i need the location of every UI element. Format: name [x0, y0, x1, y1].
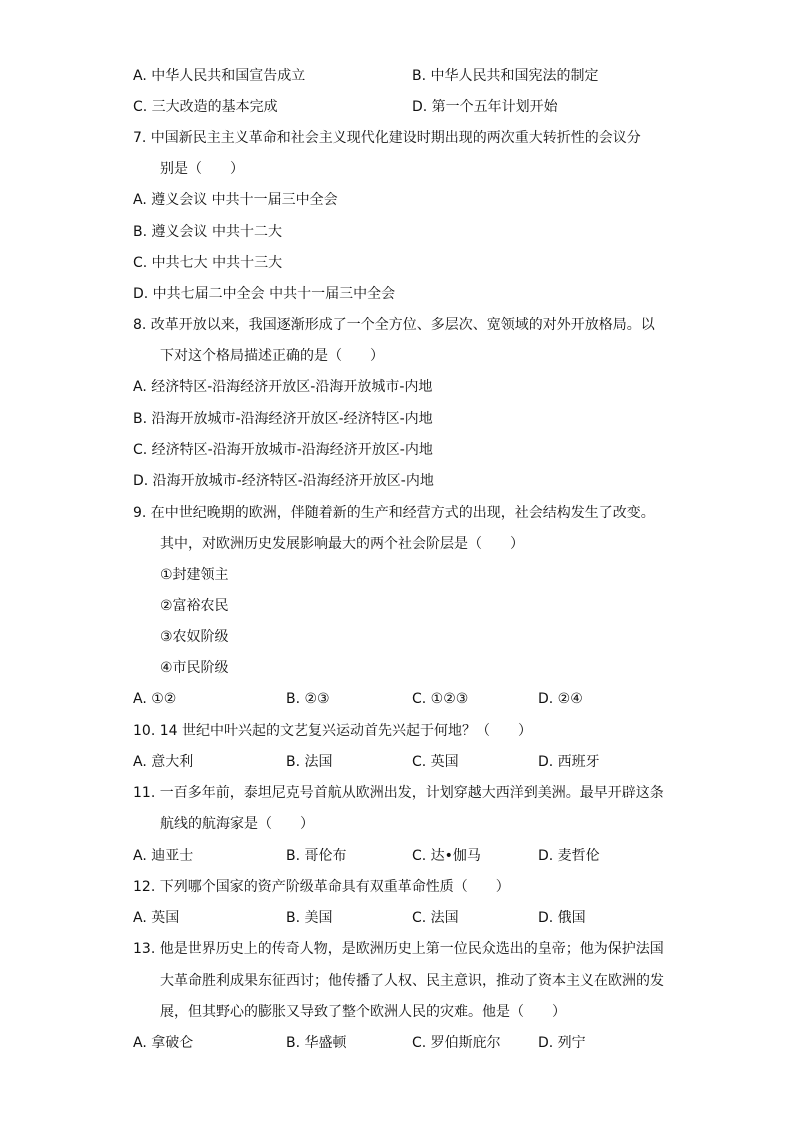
q7-stem-line1: 7. 中国新民主主义革命和社会主义现代化建设时期出现的两次重大转折性的会议分 — [133, 130, 641, 146]
q8-stem-line2: 下对这个格局描述正确的是（ ） — [160, 348, 384, 364]
q10-stem-line1: 10. 14 世纪中叶兴起的文艺复兴运动首先兴起于何地？（ ） — [133, 723, 532, 739]
q13-stem-line2: 大革命胜利成果东征西讨；他传播了人权、民主意识，推动了资本主义在欧洲的发 — [160, 973, 664, 989]
q8-option-a: A. 经济特区-沿海经济开放区-沿海开放城市-内地 — [133, 379, 433, 395]
q11-option-a: A. 迪亚士 — [133, 848, 194, 864]
q13-stem-line1: 13. 他是世界历史上的传奇人物，是欧洲历史上第一位民众选出的皇帝；他为保护法国 — [133, 941, 664, 957]
q11-option-d: D. 麦哲伦 — [538, 848, 600, 864]
q9-option-c: C. ①②③ — [412, 691, 469, 707]
q12-option-d: D. 俄国 — [538, 910, 586, 926]
q6-option-b: B. 中华人民共和国宪法的制定 — [412, 68, 599, 84]
q10-option-d: D. 西班牙 — [538, 754, 600, 770]
q7-option-a: A. 遵义会议 中共十一届三中全会 — [133, 192, 338, 208]
q11-stem-line2: 航线的航海家是（ ） — [160, 816, 314, 832]
q9-item-3: ③农奴阶级 — [160, 629, 229, 645]
q13-option-a: A. 拿破仑 — [133, 1035, 194, 1051]
q13-stem-line3: 展，但其野心的膨胀又导致了整个欧洲人民的灾难。他是（ ） — [160, 1004, 566, 1020]
q10-option-c: C. 英国 — [412, 754, 459, 770]
q12-option-b: B. 美国 — [286, 910, 333, 926]
q13-option-d: D. 列宁 — [538, 1035, 586, 1051]
q9-item-2: ②富裕农民 — [160, 598, 229, 614]
q8-option-d: D. 沿海开放城市-经济特区-沿海经济开放区-内地 — [133, 473, 434, 489]
q11-option-b: B. 哥伦布 — [286, 848, 347, 864]
q9-stem-line2: 其中，对欧洲历史发展影响最大的两个社会阶层是（ ） — [160, 536, 524, 552]
q8-stem-line1: 8. 改革开放以来，我国逐渐形成了一个全方位、多层次、宽领域的对外开放格局。以 — [133, 317, 655, 333]
q13-option-b: B. 华盛顿 — [286, 1035, 347, 1051]
q7-option-d: D. 中共七届二中全会 中共十一届三中全会 — [133, 286, 396, 302]
q9-item-1: ①封建领主 — [160, 567, 229, 583]
q8-option-b: B. 沿海开放城市-沿海经济开放区-经济特区-内地 — [133, 411, 433, 427]
q9-option-d: D. ②④ — [538, 691, 583, 707]
q13-option-c: C. 罗伯斯庇尔 — [412, 1035, 501, 1051]
q9-option-a: A. ①② — [133, 691, 177, 707]
q7-option-b: B. 遵义会议 中共十二大 — [133, 224, 282, 240]
q6-option-c: C. 三大改造的基本完成 — [133, 99, 278, 115]
q6-option-d: D. 第一个五年计划开始 — [412, 99, 558, 115]
q8-option-c: C. 经济特区-沿海开放城市-沿海经济开放区-内地 — [133, 442, 433, 458]
q11-stem-line1: 11. 一百多年前，泰坦尼克号首航从欧洲出发，计划穿越大西洋到美洲。最早开辟这条 — [133, 785, 664, 801]
q10-option-b: B. 法国 — [286, 754, 333, 770]
q6-option-a: A. 中华人民共和国宣告成立 — [133, 68, 306, 84]
q12-option-c: C. 法国 — [412, 910, 459, 926]
q11-option-c: C. 达•伽马 — [412, 848, 481, 864]
q7-stem-line2: 别是（ ） — [160, 161, 244, 177]
q9-option-b: B. ②③ — [286, 691, 330, 707]
q9-stem-line1: 9. 在中世纪晚期的欧洲，伴随着新的生产和经营方式的出现，社会结构发生了改变。 — [133, 505, 655, 521]
q12-option-a: A. 英国 — [133, 910, 180, 926]
q7-option-c: C. 中共七大 中共十三大 — [133, 255, 283, 271]
q10-option-a: A. 意大利 — [133, 754, 194, 770]
q9-item-4: ④市民阶级 — [160, 660, 229, 676]
q12-stem-line1: 12. 下列哪个国家的资产阶级革命具有双重革命性质（ ） — [133, 879, 510, 895]
